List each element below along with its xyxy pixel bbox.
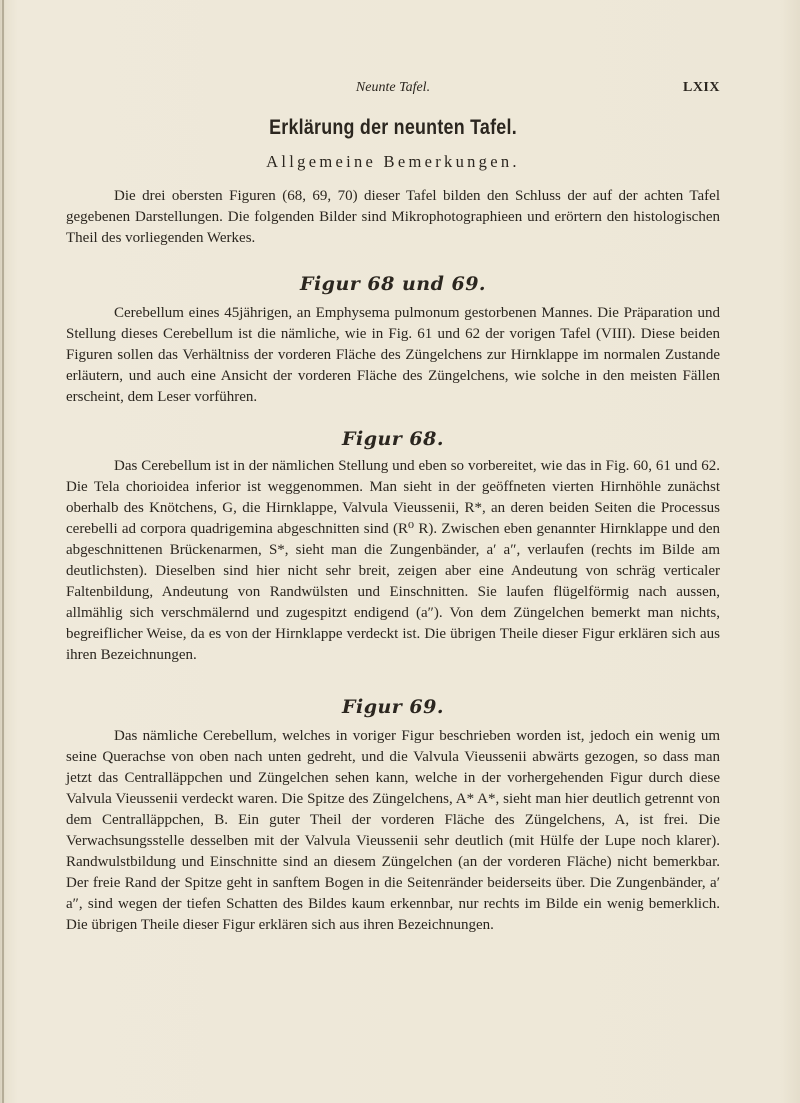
page-body xyxy=(66,116,720,936)
section-paragraph-fig-68: Das Cerebellum ist in der nämlichen Stellung und eben so vorbereitet, wie das in Fig. 60, 61 und 62. Die Tela chorioidea inferior ist weggenommen. Man sieht in der geöffneten vierten Hirnhöhle zunächst oberhalb des Knötchens, G, die Hirnklappe, Valvula Vieussenii, R*, an deren beiden Seiten die Processus cerebelli ad corpora quadrigemina abgeschnitten sind (R⁰ R). Zwischen eben genannter Hirnklappe und den abgeschnittenen Brückenarmen, S*, sieht man die Zungenbänder, a′ a″, verlaufen (rechts im Bilde am deutlichsten). Dieselben sind hier nicht sehr breit, zeigen aber eine Andeutung von schräg verticaler Faltenbildung, Andeutung von Randwülsten und Einschnitten. Sie laufen flügelförmig nach aussen, allmählig sich verschmälernd und zugespitzt endigend (a″). Von dem Züngelchen bemerkt man nichts, begreiflicher Weise, da es von der Hirnklappe verdeckt ist. Die übrigen Theile dieser Figur erklären sich aus ihren Bezeichnungen. xyxy=(66,458,720,663)
page-number: LXIX xyxy=(682,80,720,95)
section-heading-fig-68-69: Figur 68 und 69. xyxy=(299,273,487,295)
section-heading-fig-69: Figur 69. xyxy=(342,696,444,718)
section-paragraph-fig-68-69: Cerebellum eines 45jährigen, an Emphysema pulmonum gestorbenen Mannes. Die Präparation und Stellung dieses Cerebellum ist die nämliche, wie in Fig. 61 und 62 der vorigen Tafel (VIII). Diese beiden Figuren sollen das Verhältniss der vorderen Fläche des Züngelchens zur Hirnklappe im normalen Zustande erläutern, und auch eine Ansicht der vorderen Fläche des Züngelchens, wie solche in den meisten Fällen erscheint, dem Leser vorführen. xyxy=(66,305,720,405)
intro-paragraph: Die drei obersten Figuren (68, 69, 70) dieser Tafel bilden den Schluss der auf der achten Tafel gegebenen Darstellungen. Die folgenden Bilder sind Mikrophotographieen und erörtern den histologischen Theil des vorliegenden Werkes. xyxy=(66,188,720,246)
section-paragraph-fig-69: Das nämliche Cerebellum, welches in voriger Figur beschrieben worden ist, jedoch ein wenig um seine Querachse von oben nach unten gedreht, und die Valvula Vieussenii abwärts gezogen, so dass man jetzt das Centralläppchen und Züngelchen sehen kann, welche in der vorhergehenden Figur durch diese Valvula Vieussenii verdeckt waren. Die Spitze des Züngelchens, A* A*, sieht man hier deutlich getrennt von dem Centralläppchen, B. Ein guter Theil der vorderen Fläche des Züngelchens, A, ist frei. Die Verwachsungsstelle desselben mit der Valvula Vieussenii sehr deutlich (mit Hülfe der Lupe noch klarer). Randwulstbildung und Einschnitte sind an diesem Züngelchen (an der vorderen Fläche) nicht bemerkbar. Der freie Rand der Spitze geht in sanftem Bogen in die Seitenränder beiderseits über. Die Zungenbänder, a′ a″, sind wegen der tiefen Schatten des Bildes kaum erkennbar, nur rechts im Bilde ein wenig bemerklich. Die übrigen Theile dieser Figur erklären sich aus ihren Bezeichnungen. xyxy=(66,728,720,933)
section-heading-fig-68: Figur 68. xyxy=(342,428,444,450)
running-title: Neunte Tafel. xyxy=(355,80,431,95)
page-spine-edge xyxy=(2,0,4,1103)
section-subtitle: Allgemeine Bemerkungen. xyxy=(266,152,520,171)
document-title: Erklärung der neunten Tafel. xyxy=(269,116,517,139)
page-header xyxy=(66,80,720,100)
